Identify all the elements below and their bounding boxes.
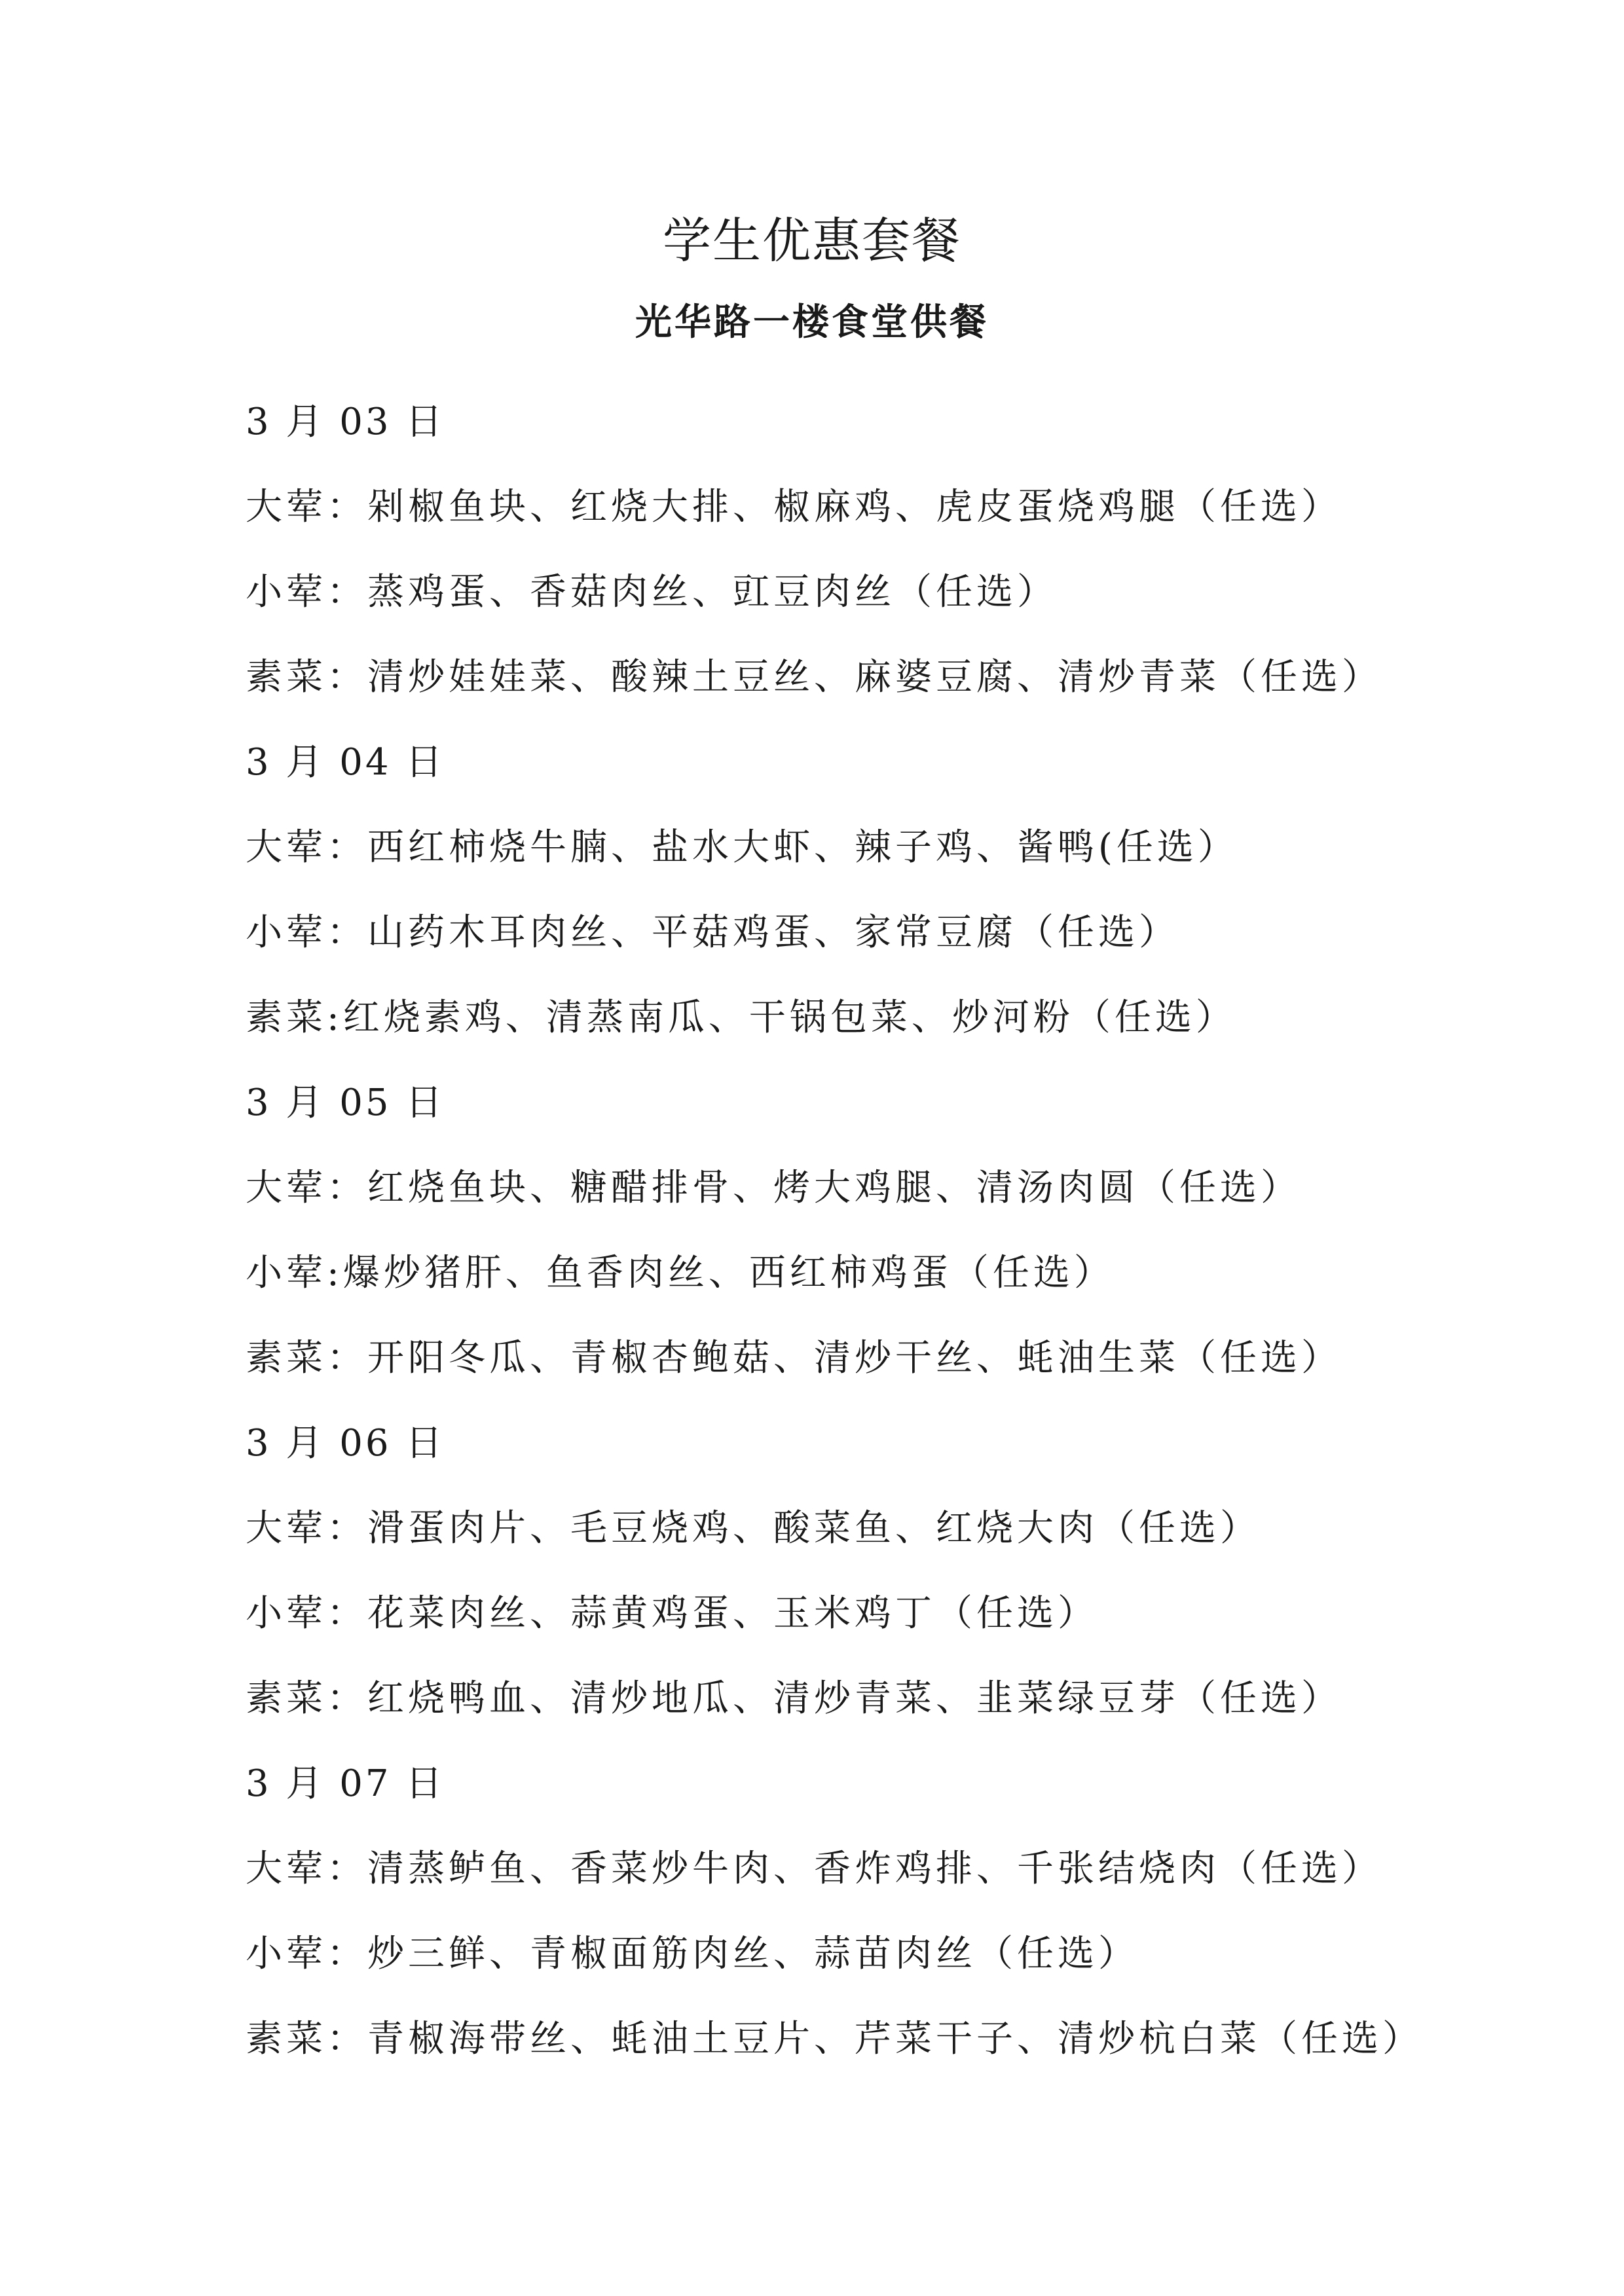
menu-meat-large: 大荤：西红柿烧牛腩、盐水大虾、辣子鸡、酱鸭(任选）	[246, 826, 1238, 869]
menu-vegetable: 素菜：青椒海带丝、蚝油土豆片、芹菜干子、清炒杭白菜（任选）	[246, 2018, 1423, 2060]
menu-day-0304	[246, 720, 1424, 1061]
menu-date: 3 月 06 日	[246, 1422, 445, 1465]
menu-meat-large: 大荤：红烧鱼块、糖醋排骨、烤大鸡腿、清汤肉圆（任选）	[246, 1167, 1301, 1209]
menu-meat-small: 小荤：蒸鸡蛋、香菇肉丝、豇豆肉丝（任选）	[246, 571, 1058, 613]
menu-meat-large: 大荤：滑蛋肉片、毛豆烧鸡、酸菜鱼、红烧大肉（任选）	[246, 1507, 1261, 1550]
menu-date: 3 月 03 日	[246, 401, 445, 443]
menu-meat-small: 小荤：山药木耳肉丝、平菇鸡蛋、家常豆腐（任选）	[246, 911, 1179, 954]
menu-vegetable: 素菜：清炒娃娃菜、酸辣土豆丝、麻婆豆腐、清炒青菜（任选）	[246, 656, 1382, 699]
menu-date: 3 月 05 日	[246, 1082, 445, 1124]
menu-day-0305	[246, 1061, 1424, 1401]
menu-meat-large: 大荤：剁椒鱼块、红烧大排、椒麻鸡、虎皮蛋烧鸡腿（任选）	[246, 486, 1342, 528]
menu-meat-small: 小荤:爆炒猪肝、鱼香肉丝、西红柿鸡蛋（任选）	[246, 1252, 1115, 1294]
menu-vegetable: 素菜：红烧鸭血、清炒地瓜、清炒青菜、韭菜绿豆芽（任选）	[246, 1677, 1342, 1720]
menu-list	[246, 380, 1424, 2082]
menu-meat-small: 小荤：炒三鲜、青椒面筋肉丝、蒜苗肉丝（任选）	[246, 1933, 1139, 1975]
menu-day-0303	[246, 380, 1424, 720]
menu-date: 3 月 04 日	[246, 741, 445, 784]
menu-vegetable: 素菜:红烧素鸡、清蒸南瓜、干锅包菜、炒河粉（任选）	[246, 996, 1236, 1039]
menu-meat-small: 小荤：花菜肉丝、蒜黄鸡蛋、玉米鸡丁（任选）	[246, 1592, 1098, 1635]
menu-vegetable: 素菜：开阳冬瓜、青椒杏鲍菇、清炒干丝、蚝油生菜（任选）	[246, 1337, 1342, 1379]
menu-meat-large: 大荤：清蒸鲈鱼、香菜炒牛肉、香炸鸡排、千张结烧肉（任选）	[246, 1848, 1382, 1890]
page-subtitle: 光华路一楼食堂供餐	[635, 301, 989, 344]
menu-day-0307	[246, 1741, 1424, 2082]
menu-date: 3 月 07 日	[246, 1762, 445, 1805]
menu-day-0306	[246, 1401, 1424, 1741]
page-title: 学生优惠套餐	[663, 213, 961, 269]
